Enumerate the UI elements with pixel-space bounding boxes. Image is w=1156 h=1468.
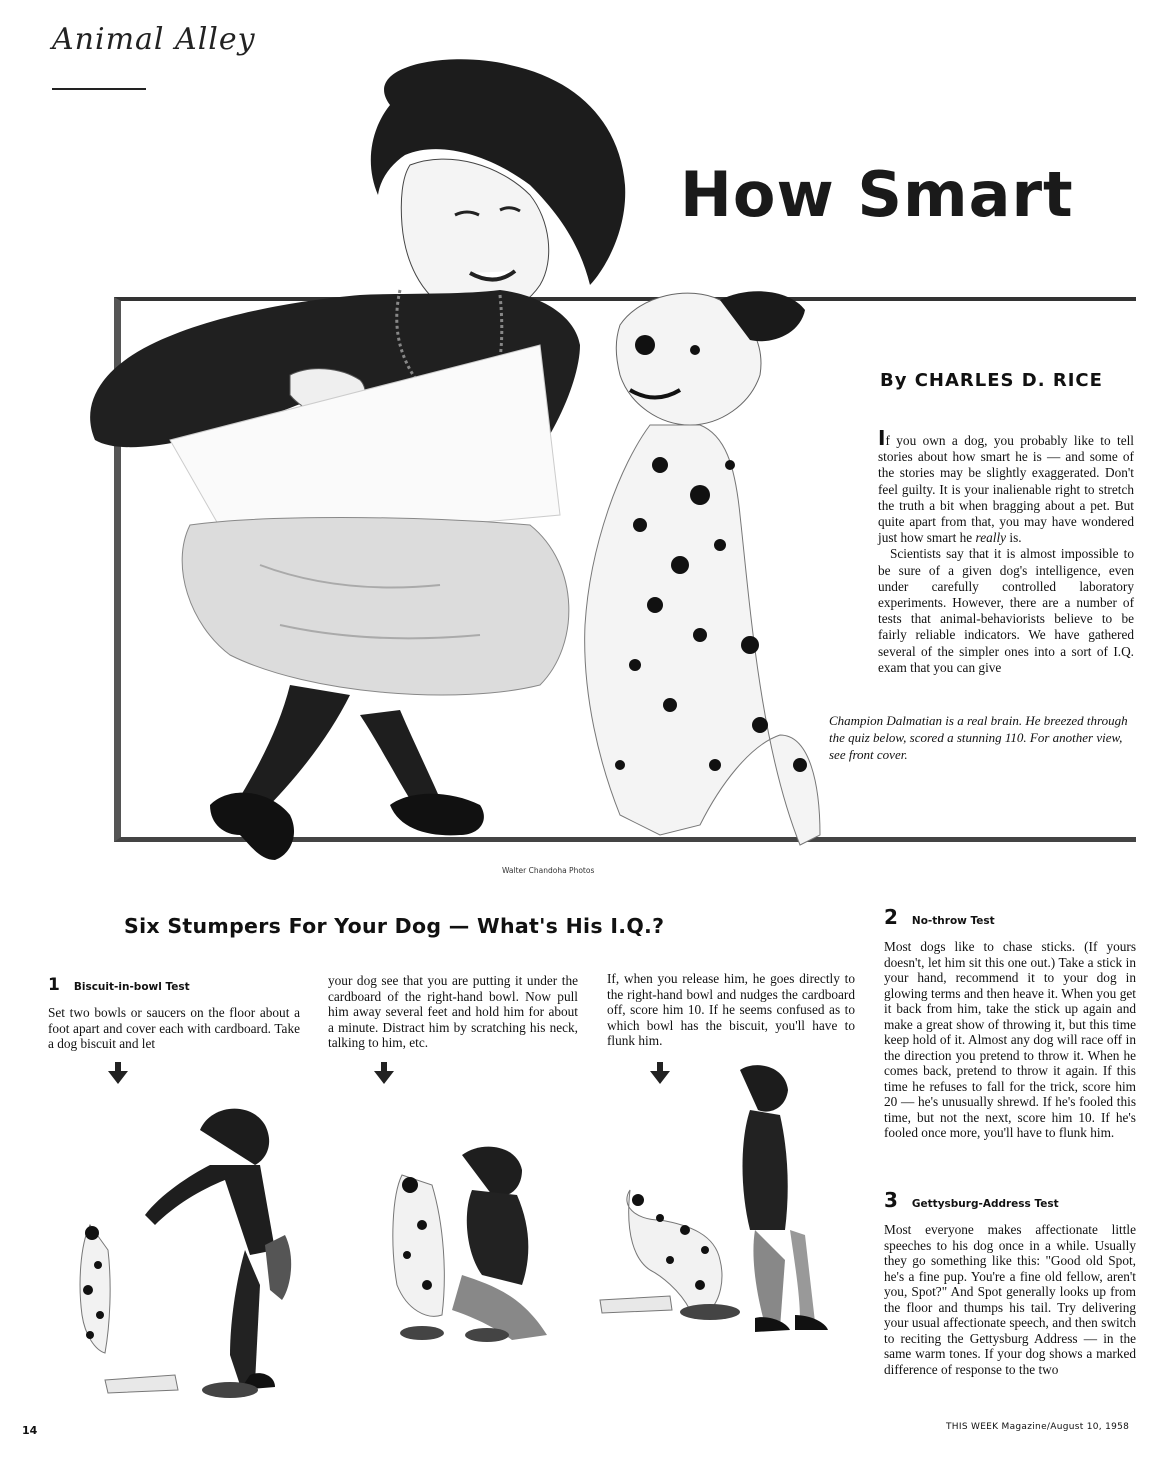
shoe-right: [390, 794, 484, 836]
test-3-header: [884, 1188, 1136, 1212]
test-3-name: Gettysburg-Address Test: [911, 1198, 1059, 1210]
hero-photo: [60, 45, 830, 885]
quiz-heading: Six Stumpers For Your Dog — What's His I.Q.?: [124, 914, 665, 938]
intro-emphasis: really: [975, 530, 1007, 546]
down-arrow-icon: [374, 1062, 394, 1084]
test-1-text-part-3: If, when you release him, he goes directly to the right-hand bowl and nudges the cardboard off, score him 10. If he seems confused as to which bowl has the biscuit, you'll have to flunk him.: [607, 971, 855, 1048]
test-3: [884, 1188, 1136, 1377]
step-2-photo: [372, 1135, 582, 1355]
test-2-name: No-throw Test: [911, 915, 995, 927]
test-1-column-2: [328, 973, 578, 1051]
byline: By CHARLES D. RICE: [880, 370, 1103, 391]
test-2-text: Most dogs like to chase sticks. (If yours doesn't, let him sit this one out.) Take a stick in your hand, recommend it to your dog in glowing terms and then heave it. When you get it back from him, take the stick up again and make a great show of throwing it, but this time keep hold of it. Almost any dog will race off in the direction you pretend to throw it. When he comes back, pretend to throw it again. If this time he refuses to fall for the trick, score him 20 — he's unusually shrewd. If he's fooled this time, but not the next, score him 10. If he's fooled once more, you'll have to flunk him.: [884, 939, 1136, 1140]
test-3-number: 3: [884, 1188, 898, 1212]
woman-skirt: [182, 518, 569, 696]
intro-paragraph-1-end: is.: [1009, 530, 1022, 546]
intro-paragraph-1: f you own a dog, you probably like to tell stories about how smart he is — and some of the stories may be slightly exaggerated. Don't feel guilty. It is your inalienable right to stretch the truth a bit when bragging about a pet. But quite apart from that, you may have wondered just how smart he: [878, 433, 1134, 546]
test-1-header: [48, 975, 300, 995]
shoe-left: [210, 793, 294, 860]
test-2-number: 2: [884, 905, 898, 929]
page-number: 14: [22, 1424, 38, 1437]
publication-footer: THIS WEEK Magazine/August 10, 1958: [946, 1422, 1130, 1432]
drop-cap: I: [878, 426, 886, 450]
section-label: Animal Alley: [52, 22, 256, 57]
photo-credit: Walter Chandoha Photos: [502, 866, 595, 875]
test-1-text-part-1: Set two bowls or saucers on the floor about a foot apart and cover each with cardboard. Take a dog biscuit and let: [48, 1005, 300, 1051]
test-2-header: [884, 905, 1136, 929]
test-1-column-1: [48, 975, 300, 1052]
intro-paragraph-2: Scientists say that it is almost impossible to be sure of a given dog's intelligence, even under carefully controlled laboratory experiments. However, there are a number of tests that animal-behaviorists believe to be fairly reliable indicators. We have gathered several of the simpler ones into a sort of I.Q. exam that you can give: [878, 546, 1134, 675]
test-3-text: Most everyone makes affectionate little speeches to his dog once in a while. Usually they go something like this: "Good old Spot, he's a fine pup. You're a fine old fellow, aren't you, Spot?" And Spot generally looks up from the floor and thumps his tail. Try delivering your usual affectionate speech, and then switch to reciting the Gettysburg Address — in the same warm tones. If your dog shows a marked difference of response to the two: [884, 1222, 1136, 1377]
step-3-photo: [590, 1060, 875, 1350]
photo-caption: Champion Dalmatian is a real brain. He breezed through the quiz below, scored a stunning 110. For another view, see front cover.: [829, 713, 1128, 762]
test-1-text-part-2: your dog see that you are putting it under the cardboard of the right-hand bowl. Now pull him away several feet and hold him for about a minute. Distract him by scratching his neck, talking to him, etc.: [328, 973, 578, 1050]
test-1-column-3: [607, 971, 855, 1049]
test-2: [884, 905, 1136, 1141]
down-arrow-icon: [108, 1062, 128, 1084]
article-title: How Smart: [680, 158, 1074, 231]
intro-text: [878, 426, 1134, 676]
test-1-name: Biscuit-in-bowl Test: [73, 981, 190, 993]
step-1-photo: [60, 1085, 350, 1405]
test-1-number: 1: [48, 975, 60, 995]
